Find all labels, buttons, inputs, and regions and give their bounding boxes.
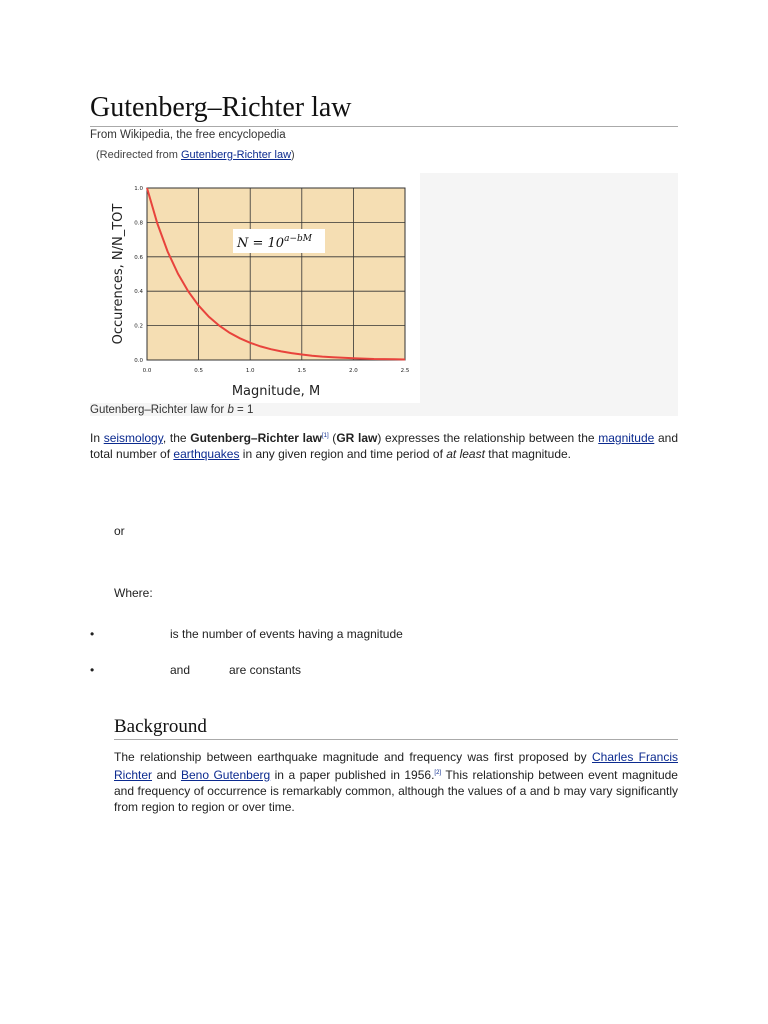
page-title: Gutenberg–Richter law xyxy=(90,92,678,127)
italic-at-least: at least xyxy=(446,447,485,461)
redirect-prefix: (Redirected from xyxy=(96,149,181,161)
figure-box xyxy=(90,173,678,416)
x-tick-label: 0.5 xyxy=(194,368,203,374)
link-seismology[interactable]: seismology xyxy=(103,431,163,445)
caption-variable: b xyxy=(227,404,234,416)
x-axis-label: Magnitude, M xyxy=(231,384,321,399)
ref-1[interactable]: [1] xyxy=(321,433,329,439)
redirect-link[interactable]: Gutenberg-Richter law xyxy=(180,149,292,161)
link-gutenberg[interactable]: Beno Gutenberg xyxy=(180,768,271,782)
link-earthquakes[interactable]: earthquakes xyxy=(173,447,240,461)
or-text: or xyxy=(114,524,125,538)
y-tick-label: 0.4 xyxy=(134,289,143,296)
x-tick-label: 0.0 xyxy=(142,368,152,374)
where-text: Where: xyxy=(114,586,153,600)
x-tick-label: 1.0 xyxy=(245,368,255,374)
y-axis-label: Occurences, N/N_TOT xyxy=(111,203,126,345)
tagline: From Wikipedia, the free encyclopedia xyxy=(90,129,286,141)
redirect-suffix: ) xyxy=(291,149,295,161)
redirect-notice xyxy=(96,149,295,161)
plot-background xyxy=(147,188,405,360)
x-tick-label: 1.5 xyxy=(297,368,307,374)
bullet-dot: • xyxy=(90,627,95,641)
bold-abbr: GR law xyxy=(336,431,378,445)
bullet-text: is the number of events having a magnitude xyxy=(170,627,403,641)
formula-text: $N = 10^{a-bM}$ xyxy=(237,234,312,251)
intro-paragraph: In seismology, the Gutenberg–Richter law[1] (GR law) expresses the relationship between the magnitude and total number of earthquakes in any given region and time period of at least that magnitude. xyxy=(90,431,679,461)
x-tick-label: 2.5 xyxy=(400,368,410,374)
y-tick-label: 0.0 xyxy=(134,358,143,364)
bullet-text: are constants xyxy=(229,663,302,677)
y-tick-label: 0.6 xyxy=(134,254,143,261)
bullet-dot: • xyxy=(90,663,95,677)
link-richter[interactable]: Charles Francis Richter xyxy=(114,750,678,782)
x-tick-label: 2.0 xyxy=(349,368,358,374)
ref-2[interactable]: [2] xyxy=(434,770,442,776)
y-tick-label: 0.2 xyxy=(134,323,143,330)
background-paragraph: The relationship between earthquake magnitude and frequency was first proposed by Charles Francis Richter and Beno Gutenberg in a paper published in 1956.[2] This relationship between event magnitude and frequency of occurrence is remarkably common, although the values of a and b may vary significantly from region to region or over time. xyxy=(114,750,678,814)
y-tick-label: 1.0 xyxy=(134,186,143,192)
figure-image-area xyxy=(90,173,420,403)
y-tick-label: 0.8 xyxy=(134,220,143,227)
link-magnitude[interactable]: magnitude xyxy=(598,431,655,445)
section-heading-background: Background xyxy=(114,716,678,740)
bold-law-name: Gutenberg–Richter law xyxy=(190,431,322,445)
gr-law-chart xyxy=(90,173,420,403)
figure-caption: Gutenberg–Richter law for b = 1 xyxy=(90,404,254,416)
bullet-and: and xyxy=(170,663,191,677)
